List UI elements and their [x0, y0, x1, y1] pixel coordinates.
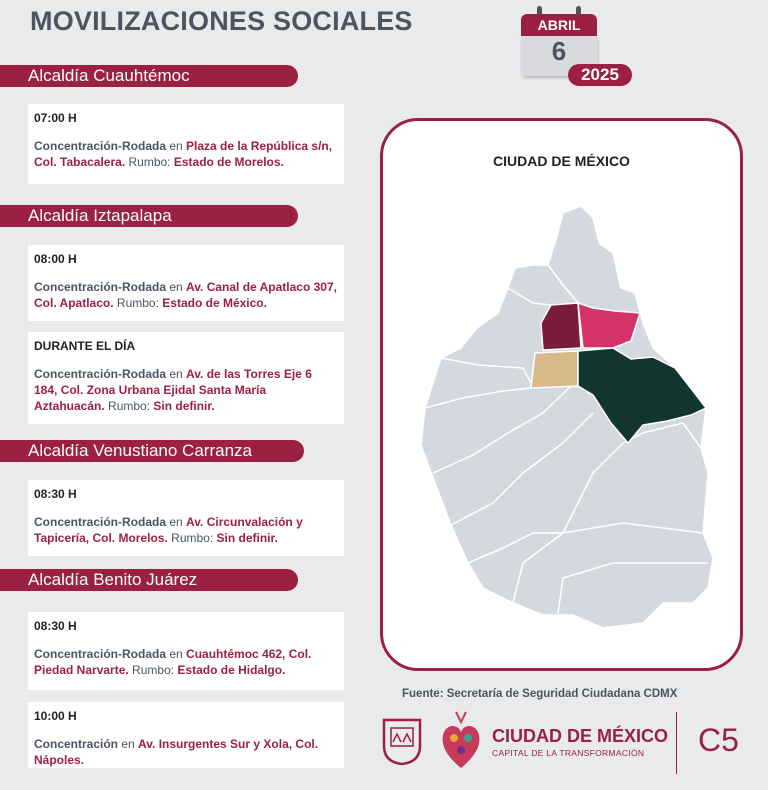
cdmx-heart-logo-icon	[436, 708, 486, 774]
event-card	[28, 480, 344, 556]
event-type: Concentración-Rodada	[34, 367, 167, 381]
event-description	[34, 138, 338, 170]
map-title: CIUDAD DE MÉXICO	[493, 153, 630, 169]
cdmx-map	[383, 121, 740, 668]
event-route-label: Rumbo:	[113, 296, 163, 310]
event-card	[28, 702, 344, 768]
event-card	[28, 245, 344, 321]
event-connector: en	[166, 647, 187, 661]
event-description	[34, 646, 338, 678]
cdmx-logo-name: CIUDAD DE MÉXICO	[492, 726, 669, 746]
event-time: DURANTE EL DÍA	[34, 339, 136, 353]
alcaldia-header: Alcaldía Cuauhtémoc	[0, 65, 298, 87]
event-connector: en	[166, 367, 187, 381]
event-time: 10:00 H	[34, 709, 77, 723]
event-description	[34, 736, 338, 768]
calendar-year: 2025	[568, 64, 632, 86]
calendar-month: ABRIL	[521, 14, 597, 36]
cdmx-logo-tagline: CAPITAL DE LA TRANSFORMACIÓN	[492, 748, 645, 758]
event-card	[28, 612, 344, 690]
event-route: Sin definir.	[216, 531, 278, 545]
alcaldia-header: Alcaldía Iztapalapa	[0, 205, 298, 227]
event-connector: en	[166, 515, 187, 529]
event-route: Estado de Morelos.	[173, 155, 284, 169]
c5-logo: C5	[698, 722, 739, 758]
event-description	[34, 366, 338, 414]
event-route-label: Rumbo:	[167, 531, 217, 545]
event-route: Estado de Hidalgo.	[177, 663, 286, 677]
event-connector: en	[166, 280, 187, 294]
event-place: Av. Circunvalación y Tapicería, Col. Morelos.	[34, 515, 303, 545]
event-type: Concentración-Rodada	[34, 515, 167, 529]
event-place: Av. de las Torres Eje 6 184, Col. Zona Urbana Ejidal Santa María Aztahuacán.	[34, 367, 312, 413]
event-description	[34, 279, 338, 311]
footer-logos	[380, 708, 760, 778]
source-note: Fuente: Secretaría de Seguridad Ciudadana CDMX	[402, 688, 678, 700]
event-connector: en	[166, 139, 187, 153]
event-type: Concentración-Rodada	[34, 139, 167, 153]
calendar-day: 6	[521, 36, 597, 76]
page-title: MOVILIZACIONES SOCIALES	[30, 6, 413, 36]
event-route-label: Rumbo:	[128, 663, 178, 677]
event-connector: en	[118, 737, 139, 751]
event-place: Av. Insurgentes Sur y Xola, Col. Nápoles.	[34, 737, 319, 767]
event-type: Concentración-Rodada	[34, 280, 167, 294]
event-time: 08:00 H	[34, 252, 77, 266]
ssc-shield-icon	[380, 716, 424, 766]
event-route-label: Rumbo:	[104, 399, 154, 413]
alcaldia-header: Alcaldía Venustiano Carranza	[0, 440, 304, 462]
event-route-label: Rumbo:	[125, 155, 174, 169]
event-type: Concentración-Rodada	[34, 647, 167, 661]
event-time: 08:30 H	[34, 487, 77, 501]
event-place: Cuauhtémoc 462, Col. Piedad Narvarte.	[34, 647, 312, 677]
map-region-benito-juarez	[531, 351, 578, 388]
map-panel	[380, 118, 743, 671]
event-route: Estado de México.	[162, 296, 267, 310]
event-time: 07:00 H	[34, 111, 77, 125]
event-time: 08:30 H	[34, 619, 77, 633]
event-place: Plaza de la República s/n, Col. Tabacalera.	[34, 139, 333, 169]
event-card	[28, 332, 344, 424]
event-type: Concentración	[34, 737, 119, 751]
event-description	[34, 514, 338, 546]
logo-divider	[676, 712, 677, 774]
event-card	[28, 104, 344, 184]
event-place: Av. Canal de Apatlaco 307, Col. Apatlaco.	[34, 280, 337, 310]
alcaldia-header: Alcaldía Benito Juárez	[0, 569, 298, 591]
event-route: Sin definir.	[153, 399, 215, 413]
